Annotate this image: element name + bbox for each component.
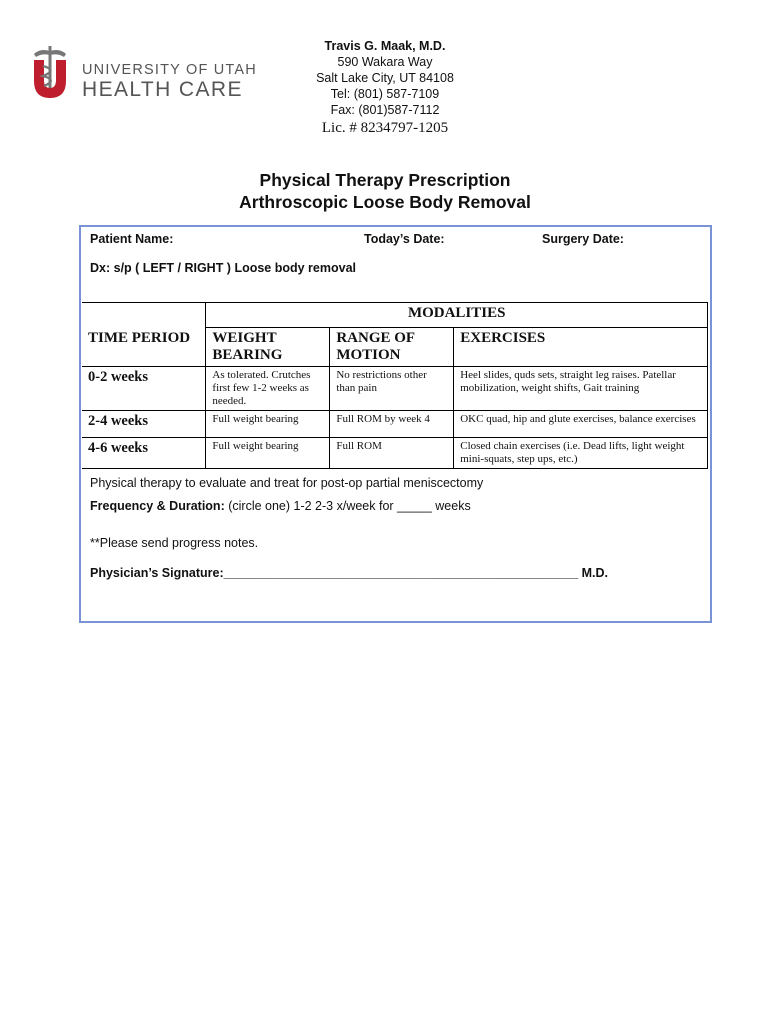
range-cell: Full ROM by week 4 — [330, 411, 454, 438]
signature-line — [90, 566, 608, 580]
header-exercises: EXERCISES — [454, 328, 708, 367]
weight-cell: Full weight bearing — [206, 438, 330, 469]
exercises-cell: Closed chain exercises (i.e. Dead lifts, light weight mini-squats, step ups, etc.) — [454, 438, 708, 469]
signature-suffix: M.D. — [578, 566, 609, 580]
physician-header — [285, 38, 485, 136]
weight-cell: Full weight bearing — [206, 411, 330, 438]
range-cell: No restrictions other than pain — [330, 367, 454, 411]
table-row — [82, 367, 708, 411]
signature-blank[interactable]: ___________________________________________________ — [223, 566, 579, 580]
physician-address: 590 Wakara Way — [337, 55, 433, 69]
evaluate-instruction: Physical therapy to evaluate and treat for post-op partial meniscectomy — [90, 476, 484, 490]
table-row — [82, 438, 708, 469]
document-title: Physical Therapy Prescription — [259, 170, 511, 190]
patient-name-label: Patient Name: — [90, 232, 174, 246]
period-cell: 2-4 weeks — [82, 411, 206, 438]
physician-fax: Fax: (801)587-7112 — [330, 103, 440, 117]
range-cell: Full ROM — [330, 438, 454, 469]
period-cell: 0-2 weeks — [82, 367, 206, 411]
physician-city: Salt Lake City, UT 84108 — [316, 71, 454, 85]
frequency-duration-line — [90, 499, 471, 513]
table-corner — [82, 303, 206, 328]
physician-name: Travis G. Maak, M.D. — [324, 39, 446, 53]
logo-line1: UNIVERSITY OF UTAH — [82, 62, 257, 78]
frequency-value: (circle one) 1-2 2-3 x/week for _____ weeks — [224, 499, 471, 513]
header-range-of-motion: RANGE OF MOTION — [330, 328, 454, 367]
frequency-label: Frequency & Duration: — [90, 499, 225, 513]
header-time-period: TIME PERIOD — [82, 328, 206, 367]
header-weight-bearing: WEIGHT BEARING — [206, 328, 330, 367]
todays-date-label: Today’s Date: — [364, 232, 445, 246]
diagnosis-line: Dx: s/p ( LEFT / RIGHT ) Loose body removal — [90, 261, 356, 275]
physician-tel: Tel: (801) 587-7109 — [330, 87, 440, 101]
surgery-date-label: Surgery Date: — [542, 232, 624, 246]
modalities-title: MODALITIES — [206, 303, 708, 328]
modalities-table — [82, 302, 708, 469]
document-subtitle: Arthroscopic Loose Body Removal — [239, 192, 531, 212]
progress-notes: **Please send progress notes. — [90, 536, 259, 550]
signature-label: Physician’s Signature: — [90, 566, 224, 580]
exercises-cell: Heel slides, quds sets, straight leg raises. Patellar mobilization, weight shifts, Gait training — [454, 367, 708, 411]
physician-license: Lic. # 8234797-1205 — [321, 120, 449, 136]
weight-cell: As tolerated. Crutches first few 1-2 weeks as needed. — [206, 367, 330, 411]
exercises-cell: OKC quad, hip and glute exercises, balance exercises — [454, 411, 708, 438]
period-cell: 4-6 weeks — [82, 438, 206, 469]
logo-line2: HEALTH CARE — [82, 78, 243, 101]
table-row — [82, 411, 708, 438]
